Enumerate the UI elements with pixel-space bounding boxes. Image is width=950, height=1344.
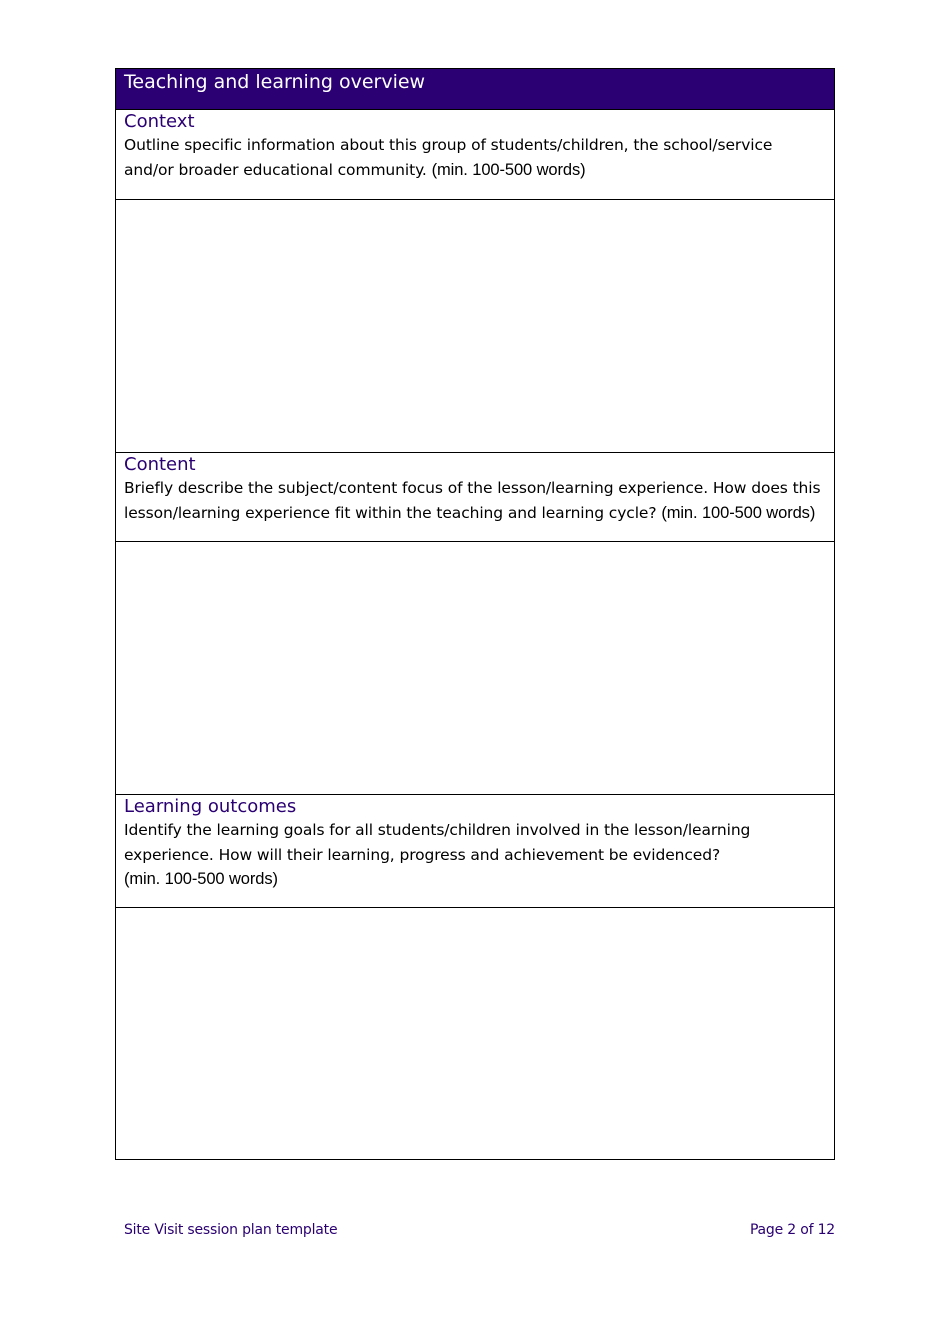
teaching-overview-form [115, 68, 835, 1160]
content-description-text: Briefly describe the subject/content focus of the lesson/learning experience. How does this lesson/learning experience fit within the teaching and learning cycle? [124, 479, 821, 522]
learning-outcomes-description-line2: experience. How will their learning, progress and achievement be evidenced? [124, 845, 721, 864]
learning-outcomes-answer-field[interactable] [116, 908, 834, 1159]
content-description [124, 476, 826, 525]
footer-page-number: Page 2 of 12 [749, 1222, 835, 1238]
learning-outcomes-description-line1: Identify the learning goals for all students/children involved in the lesson/learning [124, 821, 751, 839]
learning-outcomes-heading: Learning outcomes [124, 796, 297, 817]
context-prompt [116, 111, 834, 200]
content-word-limit: (min. 100-500 words) [661, 503, 816, 522]
context-word-limit: (min. 100-500 words) [431, 160, 586, 179]
content-prompt [116, 454, 834, 542]
form-title: Teaching and learning overview [116, 69, 834, 110]
learning-outcomes-prompt [116, 796, 834, 908]
learning-outcomes-description [124, 818, 826, 892]
footer-document-name: Site Visit session plan template [124, 1222, 338, 1238]
content-heading: Content [124, 454, 196, 475]
context-answer-field[interactable] [116, 200, 834, 453]
context-heading: Context [124, 111, 195, 132]
learning-outcomes-word-limit: (min. 100-500 words) [124, 870, 278, 888]
context-description-text: Outline specific information about this group of students/children, the school/service and/or broader educational community. [124, 136, 773, 179]
context-description [124, 133, 784, 182]
content-answer-field[interactable] [116, 542, 834, 795]
